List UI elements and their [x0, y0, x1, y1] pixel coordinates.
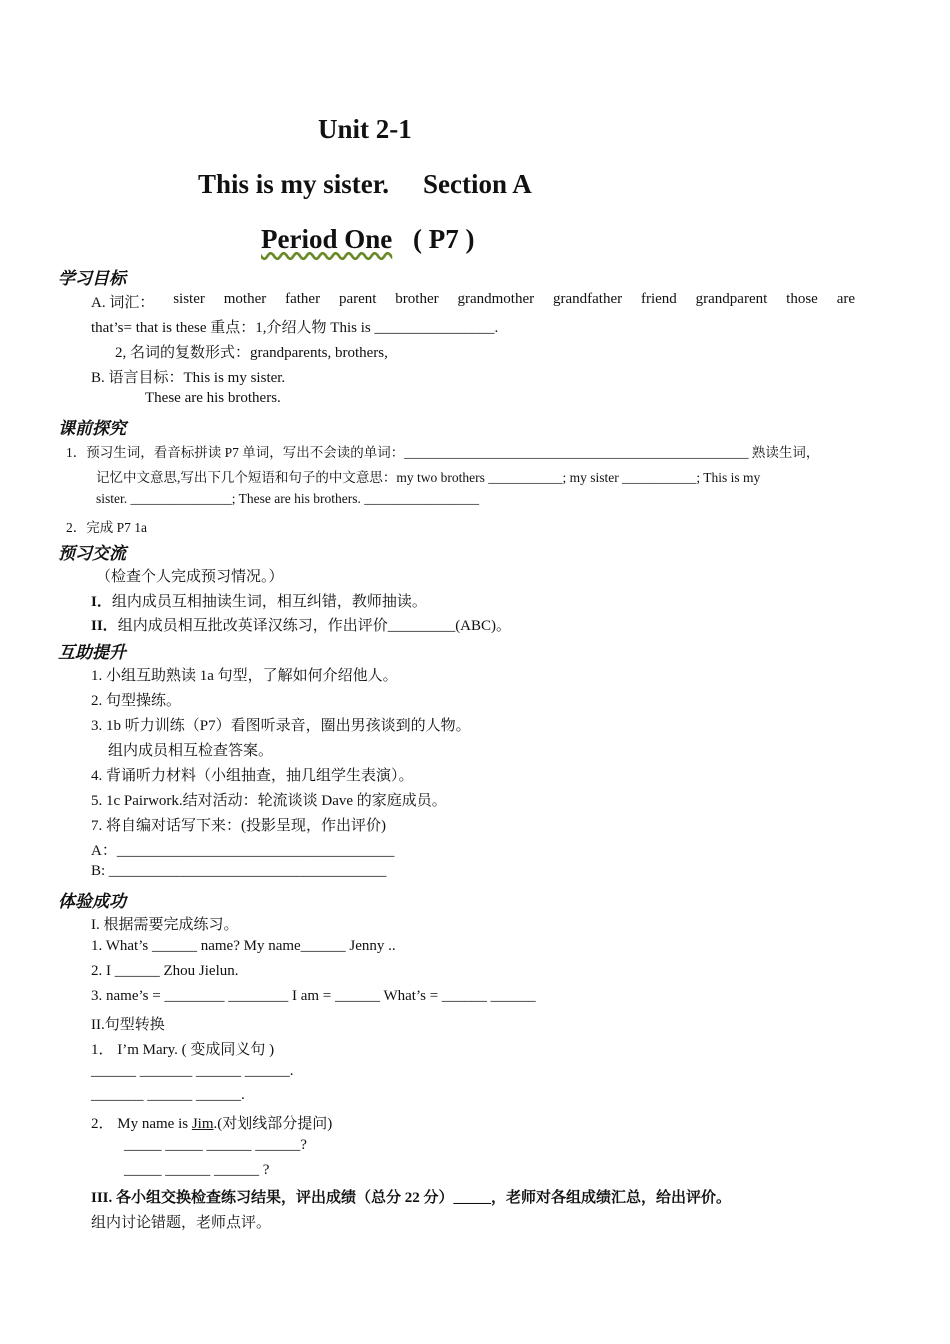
language-goal-2: These are his brothers. — [145, 390, 281, 406]
vocab-word: are — [836, 291, 855, 307]
plural-line: 2, 名词的复数形式：grandparents, brothers, — [115, 345, 388, 361]
transform-q1-answer-a: ______ _______ ______ ______. — [91, 1063, 294, 1079]
vocab-word: brother — [395, 291, 439, 307]
mutual-item: 3. 1b 听力训练（P7）看图听录音，圈出男孩谈到的人物。 — [91, 718, 471, 734]
transform-q1: 1． I’m Mary. ( 变成同义句 ) — [91, 1042, 275, 1058]
lesson-title: This is my sister. — [198, 169, 390, 199]
vocab-word: father — [285, 291, 321, 307]
transform-q1-answer-b: _______ ______ ______. — [91, 1087, 245, 1103]
mutual-item: 4. 背诵听力材料（小组抽查，抽几组学生表演）。 — [91, 768, 414, 784]
vocab-word: friend — [640, 291, 677, 307]
exchange-i-label: I． — [91, 594, 112, 610]
mutual-item: 组内成员相互检查答案。 — [108, 743, 274, 759]
vocab-word: grandfather — [552, 291, 623, 307]
preview-q2: 2．完成 P7 1a — [66, 520, 147, 535]
unit-title: Unit 2-1 — [318, 114, 412, 144]
exercise-q2: 2. I ______ Zhou Jielun. — [91, 963, 239, 979]
dialog-line-a: A：_____________________________________ — [91, 843, 395, 859]
mutual-item: 1. 小组互助熟读 1a 句型，了解如何介绍他人。 — [91, 668, 398, 684]
closing-note: 组内讨论错题，老师点评。 — [91, 1215, 272, 1231]
mutual-item: 5. 1c Pairwork.结对活动：轮流谈谈 Dave 的家庭成员。 — [91, 793, 447, 809]
exercise-part2-title: II.句型转换 — [91, 1017, 165, 1033]
exchange-i-text: 组内成员互相抽读生词，相互纠错，教师抽读。 — [111, 594, 427, 610]
page-ref: ( P7 ) — [412, 224, 475, 254]
preview-q1-line3: sister. _______________; These are his brothers. _________________ — [96, 491, 479, 506]
exercise-q1: 1. What’s ______ name? My name______ Jenny .. — [91, 938, 396, 954]
mutual-item: 7. 将自编对话写下来：(投影呈现，作出评价) — [91, 818, 386, 834]
mutual-item: 2. 句型操练。 — [91, 693, 182, 709]
vocab-word: grandmother — [457, 291, 535, 307]
transform-q2-answer-b: _____ ______ ______ ? — [124, 1162, 270, 1178]
exchange-ii-text: 组内成员相互批改英译汉练习，作出评价_________(ABC)。 — [117, 618, 512, 634]
preview-q1-line2: 记忆中文意思,写出下几个短语和句子的中文意思：my two brothers ___________; my sister ___________; This is my — [96, 470, 761, 485]
exercise-part3: III. 各小组交换检查练习结果，评出成绩（总分 22 分）_____，老师对各组成绩汇总，给出评价。 — [91, 1190, 732, 1206]
section-mutual-heading: 互助提升 — [58, 643, 126, 663]
vocab-word: parent — [338, 291, 377, 307]
preview-q1-line1: 1．预习生词，看音标拼读 P7 单词，写出不会读的单词：___________________________________________________ 熟读生词， — [66, 445, 820, 460]
transform-q2 — [91, 1112, 332, 1133]
vocab-word: those — [786, 291, 818, 307]
exchange-ii — [91, 614, 511, 635]
exchange-i — [91, 590, 427, 611]
dialog-line-b: B: _____________________________________ — [91, 863, 387, 879]
vocab-line-2: that’s= that is these 重点：1,介绍人物 This is ________________. — [91, 320, 499, 336]
vocab-word: mother — [223, 291, 267, 307]
section-title: Section A — [423, 169, 532, 199]
section-goals-heading: 学习目标 — [58, 269, 126, 289]
transform-q2-pre: 2． My name is — [91, 1116, 192, 1132]
section-preview-heading: 课前探究 — [58, 419, 126, 439]
transform-q2-underlined: Jim — [191, 1116, 214, 1132]
section-success-heading: 体验成功 — [58, 892, 126, 912]
language-goal: B. 语言目标：This is my sister. — [91, 370, 286, 386]
exercise-q3: 3. name’s = ________ ________ I am = ______ What’s = ______ ______ — [91, 988, 536, 1004]
exercise-part1-title: I. 根据需要完成练习。 — [91, 917, 239, 933]
period-title — [261, 224, 474, 255]
period-name: Period One — [261, 224, 393, 254]
vocab-word: grandparent — [695, 291, 768, 307]
vocab-label: A. 词汇： — [91, 295, 155, 311]
vocab-word: sister — [173, 291, 205, 307]
exchange-ii-label: II． — [91, 618, 118, 634]
exchange-intro: （检查个人完成预习情况。） — [96, 569, 284, 585]
section-exchange-heading: 预习交流 — [58, 544, 126, 564]
transform-q2-post: .(对划线部分提问) — [213, 1116, 333, 1132]
vocab-line — [91, 291, 855, 312]
transform-q2-answer-a: _____ _____ ______ ______? — [124, 1137, 307, 1153]
